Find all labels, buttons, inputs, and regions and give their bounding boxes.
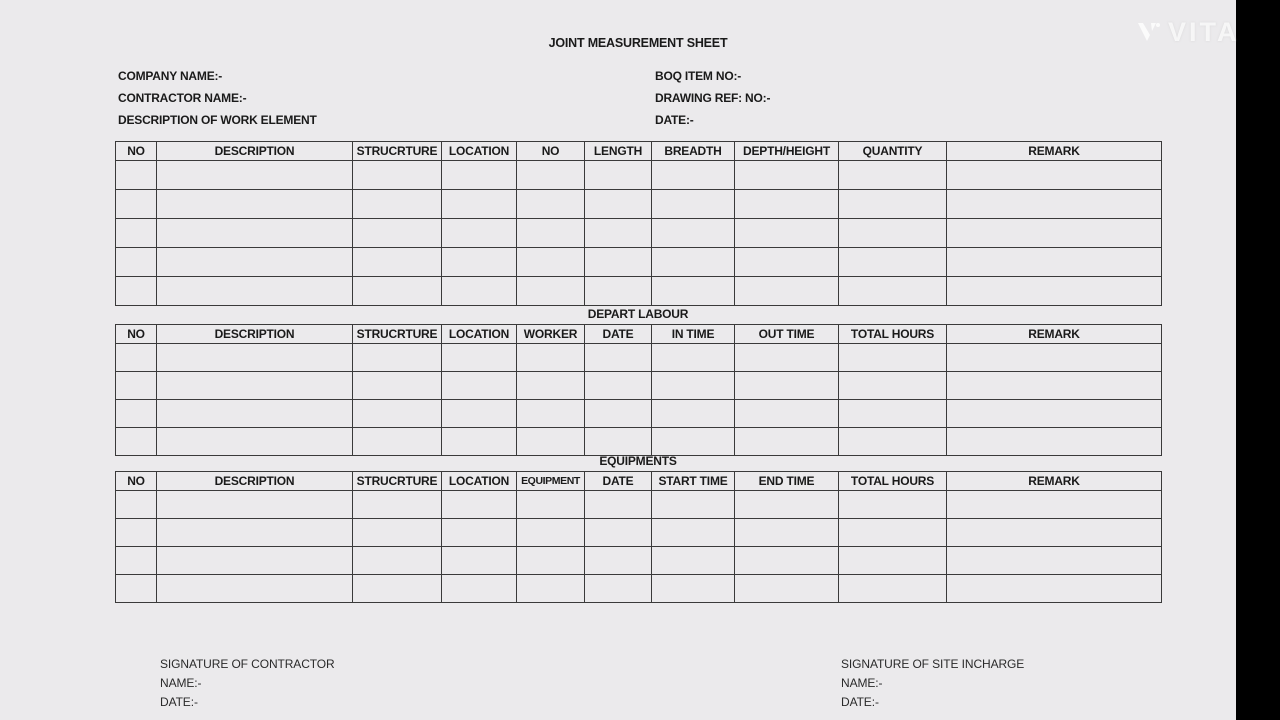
table-cell[interactable] [735, 547, 839, 575]
table-cell[interactable] [652, 400, 735, 428]
column-header-out-time: OUT TIME [735, 325, 839, 344]
table-cell[interactable] [517, 400, 585, 428]
table-cell[interactable] [353, 161, 442, 190]
table-cell[interactable] [585, 248, 652, 277]
table-cell[interactable] [947, 372, 1162, 400]
table-cell[interactable] [116, 519, 157, 547]
column-header-description: DESCRIPTION [157, 472, 353, 491]
table-cell[interactable] [517, 575, 585, 603]
table-cell[interactable] [353, 519, 442, 547]
table-cell[interactable] [442, 219, 517, 248]
table-row [116, 372, 1162, 400]
table-cell[interactable] [517, 519, 585, 547]
table-row [116, 248, 1162, 277]
column-header-no: NO [116, 142, 157, 161]
table-cell[interactable] [585, 277, 652, 306]
column-header-start-time: START TIME [652, 472, 735, 491]
table-cell[interactable] [839, 344, 947, 372]
table-cell[interactable] [585, 219, 652, 248]
table-cell[interactable] [442, 547, 517, 575]
table-cell[interactable] [947, 248, 1162, 277]
column-header-location: LOCATION [442, 472, 517, 491]
column-header-description: DESCRIPTION [157, 142, 353, 161]
table-cell[interactable] [947, 344, 1162, 372]
table-cell[interactable] [353, 344, 442, 372]
column-header-no-count: NO [517, 142, 585, 161]
table-cell[interactable] [353, 219, 442, 248]
table-cell[interactable] [517, 277, 585, 306]
table-cell[interactable] [735, 190, 839, 219]
table-cell[interactable] [442, 344, 517, 372]
table-cell[interactable] [839, 190, 947, 219]
table-cell[interactable] [442, 519, 517, 547]
table-cell[interactable] [735, 400, 839, 428]
table-cell[interactable] [735, 575, 839, 603]
table-cell[interactable] [157, 519, 353, 547]
table-row [116, 547, 1162, 575]
labour-table-body [116, 344, 1162, 456]
table-cell[interactable] [947, 219, 1162, 248]
table-cell[interactable] [947, 190, 1162, 219]
table-row [116, 161, 1162, 190]
table-cell[interactable] [353, 277, 442, 306]
document-title: JOINT MEASUREMENT SHEET [548, 36, 728, 50]
contractor-date-line: DATE:- [160, 695, 198, 709]
column-header-end-time: END TIME [735, 472, 839, 491]
table-cell[interactable] [517, 491, 585, 519]
column-header-in-time: IN TIME [652, 325, 735, 344]
table-cell[interactable] [116, 491, 157, 519]
site-incharge-name-line: NAME:- [841, 676, 883, 690]
table-cell[interactable] [947, 519, 1162, 547]
table-cell[interactable] [517, 372, 585, 400]
table-cell[interactable] [585, 344, 652, 372]
table-cell[interactable] [442, 575, 517, 603]
table-row [116, 190, 1162, 219]
table-cell[interactable] [947, 277, 1162, 306]
table-cell[interactable] [442, 428, 517, 456]
table-cell[interactable] [517, 547, 585, 575]
drawing-ref-no-field: DRAWING REF: NO:- [655, 91, 771, 105]
column-header-structure: STRUCRTURE [353, 472, 442, 491]
table-header-row [116, 142, 1162, 161]
contractor-name-field: CONTRACTOR NAME:- [118, 91, 247, 105]
table-cell[interactable] [157, 428, 353, 456]
column-header-depth-height: DEPTH/HEIGHT [735, 142, 839, 161]
table-cell[interactable] [116, 372, 157, 400]
table-cell[interactable] [947, 161, 1162, 190]
table-cell[interactable] [839, 248, 947, 277]
table-cell[interactable] [585, 547, 652, 575]
table-cell[interactable] [517, 161, 585, 190]
table-cell[interactable] [585, 372, 652, 400]
table-cell[interactable] [353, 248, 442, 277]
table-row [116, 277, 1162, 306]
table-cell[interactable] [735, 161, 839, 190]
table-cell[interactable] [735, 344, 839, 372]
site-incharge-signature-title: SIGNATURE OF SITE INCHARGE [841, 657, 1025, 671]
table-cell[interactable] [735, 219, 839, 248]
column-header-date: DATE [585, 325, 652, 344]
labour-table [115, 324, 1162, 456]
column-header-length: LENGTH [585, 142, 652, 161]
table-cell[interactable] [442, 248, 517, 277]
table-row [116, 428, 1162, 456]
table-cell[interactable] [517, 219, 585, 248]
table-cell[interactable] [652, 428, 735, 456]
depart-labour-label: DEPART LABOUR [587, 307, 689, 321]
watermark-text: VITA [1168, 16, 1240, 47]
column-header-remark: REMARK [947, 472, 1162, 491]
table-cell[interactable] [442, 161, 517, 190]
boq-item-no-field: BOQ ITEM NO:- [655, 69, 742, 83]
table-header-row [116, 472, 1162, 491]
table-cell[interactable] [353, 400, 442, 428]
table-cell[interactable] [947, 575, 1162, 603]
table-header-row [116, 325, 1162, 344]
equipment-table-body [116, 491, 1162, 603]
contractor-name-line: NAME:- [160, 676, 202, 690]
table-cell[interactable] [157, 372, 353, 400]
table-cell[interactable] [735, 248, 839, 277]
table-cell[interactable] [157, 344, 353, 372]
column-header-date: DATE [585, 472, 652, 491]
table-cell[interactable] [157, 161, 353, 190]
table-cell[interactable] [585, 400, 652, 428]
table-cell[interactable] [157, 248, 353, 277]
table-cell[interactable] [652, 519, 735, 547]
table-cell[interactable] [116, 344, 157, 372]
table-cell[interactable] [353, 428, 442, 456]
column-header-equipment: EQUIPMENT [517, 472, 585, 491]
table-row [116, 219, 1162, 248]
table-cell[interactable] [116, 219, 157, 248]
table-cell[interactable] [735, 372, 839, 400]
side-letterbox-band [1236, 0, 1280, 720]
table-cell[interactable] [353, 372, 442, 400]
table-cell[interactable] [839, 400, 947, 428]
table-cell[interactable] [585, 519, 652, 547]
table-cell[interactable] [735, 277, 839, 306]
table-cell[interactable] [585, 575, 652, 603]
column-header-description: DESCRIPTION [157, 325, 353, 344]
table-row [116, 519, 1162, 547]
table-cell[interactable] [116, 161, 157, 190]
table-cell[interactable] [652, 491, 735, 519]
table-cell[interactable] [157, 190, 353, 219]
table-cell[interactable] [839, 428, 947, 456]
table-cell[interactable] [947, 547, 1162, 575]
table-cell[interactable] [839, 491, 947, 519]
column-header-remark: REMARK [947, 325, 1162, 344]
date-field: DATE:- [655, 113, 694, 127]
table-cell[interactable] [839, 519, 947, 547]
table-cell[interactable] [947, 491, 1162, 519]
column-header-no: NO [116, 325, 157, 344]
table-cell[interactable] [353, 575, 442, 603]
table-cell[interactable] [116, 575, 157, 603]
table-cell[interactable] [442, 372, 517, 400]
table-cell[interactable] [947, 428, 1162, 456]
table-cell[interactable] [116, 190, 157, 219]
table-cell[interactable] [442, 190, 517, 219]
work-element-description-field: DESCRIPTION OF WORK ELEMENT [118, 113, 317, 127]
table-cell[interactable] [735, 519, 839, 547]
column-header-breadth: BREADTH [652, 142, 735, 161]
table-cell[interactable] [442, 277, 517, 306]
contractor-signature-title: SIGNATURE OF CONTRACTOR [160, 657, 335, 671]
table-cell[interactable] [652, 344, 735, 372]
table-cell[interactable] [116, 428, 157, 456]
table-cell[interactable] [652, 575, 735, 603]
contractor-signature-block [160, 655, 335, 712]
table-cell[interactable] [442, 491, 517, 519]
table-cell[interactable] [585, 491, 652, 519]
table-cell[interactable] [585, 428, 652, 456]
equipment-table [115, 471, 1162, 603]
table-cell[interactable] [517, 248, 585, 277]
table-cell[interactable] [947, 400, 1162, 428]
table-cell[interactable] [839, 547, 947, 575]
table-cell[interactable] [652, 547, 735, 575]
table-cell[interactable] [517, 428, 585, 456]
table-cell[interactable] [735, 491, 839, 519]
table-cell[interactable] [442, 400, 517, 428]
table-cell[interactable] [652, 190, 735, 219]
table-cell[interactable] [116, 547, 157, 575]
table-cell[interactable] [116, 277, 157, 306]
column-header-location: LOCATION [442, 325, 517, 344]
measurement-table [115, 141, 1162, 306]
site-incharge-date-line: DATE:- [841, 695, 879, 709]
table-cell[interactable] [353, 491, 442, 519]
table-cell[interactable] [157, 491, 353, 519]
table-cell[interactable] [157, 219, 353, 248]
table-cell[interactable] [157, 277, 353, 306]
table-cell[interactable] [735, 428, 839, 456]
vita-watermark [1136, 14, 1240, 50]
table-cell[interactable] [517, 190, 585, 219]
column-header-structure: STRUCRTURE [353, 142, 442, 161]
table-cell[interactable] [652, 372, 735, 400]
table-cell[interactable] [353, 547, 442, 575]
table-cell[interactable] [585, 161, 652, 190]
table-cell[interactable] [652, 277, 735, 306]
table-cell[interactable] [839, 372, 947, 400]
column-header-quantity: QUANTITY [839, 142, 947, 161]
table-cell[interactable] [353, 190, 442, 219]
table-cell[interactable] [652, 248, 735, 277]
table-cell[interactable] [157, 400, 353, 428]
table-row [116, 575, 1162, 603]
table-cell[interactable] [116, 400, 157, 428]
table-cell[interactable] [585, 190, 652, 219]
table-cell[interactable] [839, 575, 947, 603]
company-name-field: COMPANY NAME:- [118, 69, 223, 83]
column-header-no: NO [116, 472, 157, 491]
table-cell[interactable] [517, 344, 585, 372]
table-cell[interactable] [157, 575, 353, 603]
column-header-structure: STRUCRTURE [353, 325, 442, 344]
table-cell[interactable] [839, 161, 947, 190]
table-row [116, 400, 1162, 428]
column-header-location: LOCATION [442, 142, 517, 161]
table-cell[interactable] [839, 219, 947, 248]
table-cell[interactable] [157, 547, 353, 575]
table-cell[interactable] [116, 248, 157, 277]
table-cell[interactable] [652, 219, 735, 248]
measurement-table-body [116, 161, 1162, 306]
column-header-total-hours: TOTAL HOURS [839, 325, 947, 344]
column-header-total-hours: TOTAL HOURS [839, 472, 947, 491]
equipments-label: EQUIPMENTS [599, 454, 677, 468]
table-row [116, 344, 1162, 372]
site-incharge-signature-block [841, 655, 1024, 712]
table-cell[interactable] [839, 277, 947, 306]
table-cell[interactable] [652, 161, 735, 190]
column-header-remark: REMARK [947, 142, 1162, 161]
column-header-worker: WORKER [517, 325, 585, 344]
table-row [116, 491, 1162, 519]
vita-logo-icon [1136, 20, 1162, 44]
